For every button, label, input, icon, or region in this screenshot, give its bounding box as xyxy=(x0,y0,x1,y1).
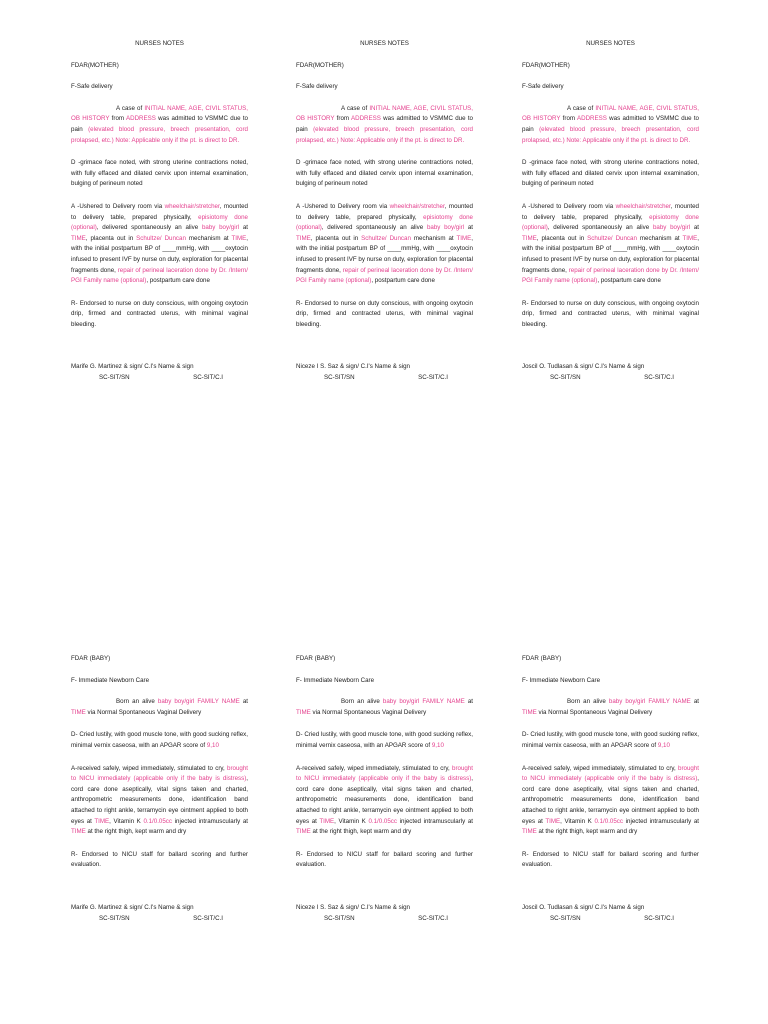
body-text: mechanism at xyxy=(636,234,683,242)
body-text: D- Cried lustily, with good muscle tone, with good sucking reflex, minimal vernix caseosa, with an APGAR score of xyxy=(296,731,473,749)
signature-name: Joscil O. Tudlasan & sign/ C.I's Name & sign xyxy=(522,363,645,371)
placeholder-text: 9,10 xyxy=(431,741,444,749)
data-paragraph xyxy=(522,158,699,190)
placeholder-text: wheelchair/stretcher xyxy=(615,202,671,210)
action-paragraph xyxy=(296,764,473,838)
placeholder-text: TIME xyxy=(296,828,311,836)
body-text: from xyxy=(560,115,577,123)
mother-note-1 xyxy=(71,39,248,384)
placeholder-text: ADDRESS xyxy=(125,115,156,123)
placeholder-text: INITIAL NAME, AGE, CIVIL STATUS, OB HISTORY xyxy=(71,104,248,123)
focus-line: F- Immediate Newborn Care xyxy=(522,676,601,684)
placeholder-text: TIME xyxy=(682,234,698,242)
placeholder-text: baby boy/girl xyxy=(201,224,240,232)
action-paragraph xyxy=(71,764,248,838)
body-text: , delivered spontaneously an alive xyxy=(96,224,202,232)
placeholder-text: brought to NICU immediately (applicable only if the baby is distress) xyxy=(71,764,248,783)
body-text: from xyxy=(334,115,351,123)
placeholder-text: 0.1/0.05cc xyxy=(594,817,623,825)
body-text: , postpartum care done xyxy=(146,277,210,285)
body-text: , delivered spontaneously an alive xyxy=(547,224,653,232)
body-text: was admitted to VSMMC due to pain xyxy=(522,115,699,133)
body-text: A -Ushered to Delivery room via xyxy=(296,202,390,210)
body-text: R- Endorsed to nurse on duty conscious, with ongoing oxytocin drip, firmed and contracted uterus, with minimal vaginal bleeding. xyxy=(296,299,473,328)
data-paragraph xyxy=(71,730,248,751)
placeholder-text: episiotomy done (optional) xyxy=(296,213,473,232)
placeholder-text: TIME xyxy=(296,234,311,242)
body-text: Born an alive xyxy=(116,698,158,706)
body-text: R- Endorsed to NICU staff for ballard scoring and further evaluation. xyxy=(296,850,473,869)
body-text: , postpartum care done xyxy=(371,277,435,285)
placeholder-text: ADDRESS xyxy=(576,115,607,123)
focus-line: F-Safe delivery xyxy=(71,83,113,91)
placeholder-text: baby boy/girl xyxy=(426,224,465,232)
placeholder-text: 9,10 xyxy=(657,741,670,749)
body-text: , Vitamin K xyxy=(109,817,144,825)
placeholder-text: ADDRESS xyxy=(350,115,381,123)
signature-role-ci: SC-SIT/C.I xyxy=(418,374,448,382)
placeholder-text: TIME xyxy=(522,234,537,242)
body-text: mechanism at xyxy=(185,234,232,242)
placeholder-text: Schultze/ Duncan xyxy=(361,234,411,242)
body-text: D -grimace face noted, with strong uterine contractions noted, with fully effaced and dilated cervix upon internal examination, bulging of perineum noted xyxy=(296,159,473,188)
body-text: was admitted to VSMMC due to pain xyxy=(71,115,248,133)
body-text: D- Cried lustily, with good muscle tone, with good sucking reflex, minimal vernix caseosa, with an APGAR score of xyxy=(71,731,248,749)
body-text: at xyxy=(690,224,699,232)
body-text: Born an alive xyxy=(567,698,609,706)
notes-heading: NURSES NOTES xyxy=(360,40,409,47)
body-text: via Normal Spontaneous Vaginal Delivery xyxy=(85,708,202,716)
body-text: A case of xyxy=(341,104,370,112)
signature-roles xyxy=(522,914,699,925)
body-text: R- Endorsed to NICU staff for ballard scoring and further evaluation. xyxy=(522,850,699,869)
intro-paragraph xyxy=(71,104,248,146)
placeholder-text: episiotomy done (optional) xyxy=(522,213,699,232)
focus-line: F-Safe delivery xyxy=(296,83,338,91)
body-text: , delivered spontaneously an alive xyxy=(321,224,427,232)
body-text: Born an alive xyxy=(341,698,383,706)
body-text: , with the initial postpartum BP of ____mmHg, with ____oxytocin infused to present IVF by nurse on duty, exploration for placental fragments done, xyxy=(296,234,474,274)
placeholder-text: (elevated blood pressure, breech presentation, cord prolapsed, etc.) Note: Applicable only if the pt. is direct to DR. xyxy=(296,125,473,144)
body-text: , Vitamin K xyxy=(560,817,595,825)
body-text: at xyxy=(464,224,473,232)
response-paragraph xyxy=(71,299,248,331)
mother-note-3 xyxy=(522,39,699,384)
body-text: , Vitamin K xyxy=(334,817,369,825)
placeholder-text: brought to NICU immediately (applicable only if the baby is distress) xyxy=(296,764,473,783)
signature-name: Marife G. Martinez & sign/ C.I's Name & sign xyxy=(71,363,194,371)
body-text: A -Ushered to Delivery room via xyxy=(71,202,165,210)
body-text: via Normal Spontaneous Vaginal Delivery xyxy=(536,708,653,716)
placeholder-text: baby boy/girl xyxy=(652,224,691,232)
placeholder-text: episiotomy done (optional) xyxy=(71,213,248,232)
body-text: at xyxy=(690,698,699,706)
fdar-title: FDAR(MOTHER) xyxy=(71,61,119,69)
body-text: A case of xyxy=(116,104,145,112)
body-text: R- Endorsed to nurse on duty conscious, with ongoing oxytocin drip, firmed and contracted uterus, with minimal vaginal bleeding. xyxy=(522,299,699,328)
data-paragraph xyxy=(296,730,473,751)
signature-roles xyxy=(296,914,473,925)
signature-name: Marife G. Martinez & sign/ C.I's Name & sign xyxy=(71,903,194,911)
placeholder-text: TIME xyxy=(319,817,335,825)
body-text: , placenta out in xyxy=(310,234,362,242)
response-paragraph xyxy=(296,850,473,871)
body-text: , cord care done aseptically, vital signs taken and charted, anthropometric measurements done, identification band attached to right ankle, terramycin eye ointment applied to both eyes at xyxy=(71,775,248,825)
body-text: , mounted to delivery table, prepared physically, xyxy=(296,202,473,221)
fdar-title: FDAR(MOTHER) xyxy=(522,61,570,69)
placeholder-text: 9,10 xyxy=(206,741,219,749)
body-text: from xyxy=(109,115,126,123)
placeholder-text: TIME xyxy=(545,817,561,825)
placeholder-text: wheelchair/stretcher xyxy=(164,202,220,210)
placeholder-text: TIME xyxy=(71,234,86,242)
body-text: A case of xyxy=(567,104,596,112)
signature-role-ci: SC-SIT/C.I xyxy=(644,914,674,922)
placeholder-text: 0.1/0.05cc xyxy=(368,817,397,825)
mother-note-2 xyxy=(296,39,473,384)
body-text: , mounted to delivery table, prepared physically, xyxy=(522,202,699,221)
body-text: , cord care done aseptically, vital signs taken and charted, anthropometric measurements done, identification band attached to right ankle, terramycin eye ointment applied to both eyes at xyxy=(522,775,699,825)
signature-role-sn: SC-SIT/SN xyxy=(324,374,355,382)
signature-role-ci: SC-SIT/C.I xyxy=(418,914,448,922)
body-text: at the right thigh, kept warm and dry xyxy=(536,828,638,836)
signature-name: Niceze I S. Saz & sign/ C.I's Name & sign xyxy=(296,363,410,371)
signature-roles xyxy=(296,373,473,384)
action-paragraph xyxy=(296,202,473,287)
signature-role-sn: SC-SIT/SN xyxy=(324,914,355,922)
notes-heading: NURSES NOTES xyxy=(135,40,184,47)
body-text: mechanism at xyxy=(410,234,457,242)
body-text: D- Cried lustily, with good muscle tone, with good sucking reflex, minimal vernix caseosa, with an APGAR score of xyxy=(522,731,699,749)
placeholder-text: TIME xyxy=(94,817,110,825)
body-text: , mounted to delivery table, prepared physically, xyxy=(71,202,248,221)
body-text: , placenta out in xyxy=(85,234,137,242)
notes-heading: NURSES NOTES xyxy=(586,40,635,47)
placeholder-text: TIME xyxy=(522,708,537,716)
placeholder-text: baby boy/girl FAMILY NAME xyxy=(608,698,691,706)
signature-role-sn: SC-SIT/SN xyxy=(99,374,130,382)
intro-paragraph xyxy=(296,697,473,718)
body-text: A-received safely, wiped immediately, stimulated to cry, xyxy=(522,764,678,772)
intro-paragraph xyxy=(522,697,699,718)
intro-paragraph xyxy=(296,104,473,146)
intro-paragraph xyxy=(71,697,248,718)
response-paragraph xyxy=(522,299,699,331)
signature-roles xyxy=(71,373,248,384)
fdar-title: FDAR (BABY) xyxy=(522,655,562,662)
body-text: , cord care done aseptically, vital signs taken and charted, anthropometric measurements done, identification band attached to right ankle, terramycin eye ointment applied to both eyes at xyxy=(296,775,473,825)
placeholder-text: TIME xyxy=(522,828,537,836)
data-paragraph xyxy=(71,158,248,190)
intro-paragraph xyxy=(522,104,699,146)
body-text: was admitted to VSMMC due to pain xyxy=(296,115,473,133)
body-text: at the right thigh, kept warm and dry xyxy=(85,828,187,836)
placeholder-text: TIME xyxy=(71,708,86,716)
placeholder-text: TIME xyxy=(71,828,86,836)
placeholder-text: INITIAL NAME, AGE, CIVIL STATUS, OB HISTORY xyxy=(522,104,699,123)
response-paragraph xyxy=(71,850,248,871)
body-text: , with the initial postpartum BP of ____mmHg, with ____oxytocin infused to present IVF by nurse on duty, exploration for placental fragments done, xyxy=(71,234,249,274)
body-text: A-received safely, wiped immediately, stimulated to cry, xyxy=(71,764,227,772)
body-text: A-received safely, wiped immediately, stimulated to cry, xyxy=(296,764,452,772)
signature-name: Niceze I S. Saz & sign/ C.I's Name & sign xyxy=(296,903,410,911)
signature-role-ci: SC-SIT/C.I xyxy=(644,374,674,382)
baby-note-1 xyxy=(71,654,248,924)
placeholder-text: TIME xyxy=(296,708,311,716)
body-text: injected intramuscularly at xyxy=(397,817,473,825)
fdar-title: FDAR (BABY) xyxy=(296,655,336,662)
baby-note-3 xyxy=(522,654,699,924)
fdar-title: FDAR (BABY) xyxy=(71,655,111,662)
action-paragraph xyxy=(71,202,248,287)
body-text: at the right thigh, kept warm and dry xyxy=(310,828,412,836)
placeholder-text: baby boy/girl FAMILY NAME xyxy=(157,698,240,706)
data-paragraph xyxy=(522,730,699,751)
body-text: at xyxy=(239,698,248,706)
body-text: D -grimace face noted, with strong uterine contractions noted, with fully effaced and dilated cervix upon internal examination, bulging of perineum noted xyxy=(71,159,248,188)
placeholder-text: (elevated blood pressure, breech presentation, cord prolapsed, etc.) Note: Applicable only if the pt. is direct to DR. xyxy=(522,125,699,144)
body-text: injected intramuscularly at xyxy=(623,817,699,825)
signature-role-sn: SC-SIT/SN xyxy=(550,374,581,382)
placeholder-text: Schultze/ Duncan xyxy=(587,234,637,242)
placeholder-text: wheelchair/stretcher xyxy=(389,202,445,210)
fdar-title: FDAR(MOTHER) xyxy=(296,61,344,69)
body-text: via Normal Spontaneous Vaginal Delivery xyxy=(310,708,427,716)
placeholder-text: TIME xyxy=(456,234,472,242)
body-text: , postpartum care done xyxy=(597,277,661,285)
placeholder-text: INITIAL NAME, AGE, CIVIL STATUS, OB HISTORY xyxy=(296,104,473,123)
signature-role-ci: SC-SIT/C.I xyxy=(193,914,223,922)
baby-note-2 xyxy=(296,654,473,924)
signature-role-ci: SC-SIT/C.I xyxy=(193,374,223,382)
action-paragraph xyxy=(522,764,699,838)
body-text: , placenta out in xyxy=(536,234,588,242)
placeholder-text: baby boy/girl FAMILY NAME xyxy=(382,698,465,706)
focus-line: F- Immediate Newborn Care xyxy=(296,676,375,684)
body-text: D -grimace face noted, with strong uterine contractions noted, with fully effaced and dilated cervix upon internal examination, bulging of perineum noted xyxy=(522,159,699,188)
body-text: at xyxy=(239,224,248,232)
response-paragraph xyxy=(522,850,699,871)
placeholder-text: (elevated blood pressure, breech presentation, cord prolapsed, etc.) Note: Applicable only if the pt. is direct to DR. xyxy=(71,125,248,144)
body-text: injected intramuscularly at xyxy=(172,817,248,825)
action-paragraph xyxy=(522,202,699,287)
placeholder-text: TIME xyxy=(231,234,247,242)
placeholder-text: repair of perineal laceration done by Dr. /Intern/ PGI Family name (optional) xyxy=(522,266,700,285)
placeholder-text: repair of perineal laceration done by Dr. /Intern/ PGI Family name (optional) xyxy=(296,266,474,285)
response-paragraph xyxy=(296,299,473,331)
signature-name: Joscil O. Tudlasan & sign/ C.I's Name & sign xyxy=(522,903,645,911)
placeholder-text: 0.1/0.05cc xyxy=(143,817,172,825)
signature-role-sn: SC-SIT/SN xyxy=(99,914,130,922)
data-paragraph xyxy=(296,158,473,190)
body-text: R- Endorsed to NICU staff for ballard scoring and further evaluation. xyxy=(71,850,248,869)
placeholder-text: brought to NICU immediately (applicable only if the baby is distress) xyxy=(522,764,699,783)
body-text: A -Ushered to Delivery room via xyxy=(522,202,616,210)
placeholder-text: repair of perineal laceration done by Dr. /Intern/ PGI Family name (optional) xyxy=(71,266,249,285)
signature-role-sn: SC-SIT/SN xyxy=(550,914,581,922)
placeholder-text: Schultze/ Duncan xyxy=(136,234,186,242)
body-text: R- Endorsed to nurse on duty conscious, with ongoing oxytocin drip, firmed and contracted uterus, with minimal vaginal bleeding. xyxy=(71,299,248,328)
body-text: at xyxy=(464,698,473,706)
focus-line: F- Immediate Newborn Care xyxy=(71,676,150,684)
focus-line: F-Safe delivery xyxy=(522,83,564,91)
signature-roles xyxy=(522,373,699,384)
signature-roles xyxy=(71,914,248,925)
body-text: , with the initial postpartum BP of ____mmHg, with ____oxytocin infused to present IVF by nurse on duty, exploration for placental fragments done, xyxy=(522,234,700,274)
